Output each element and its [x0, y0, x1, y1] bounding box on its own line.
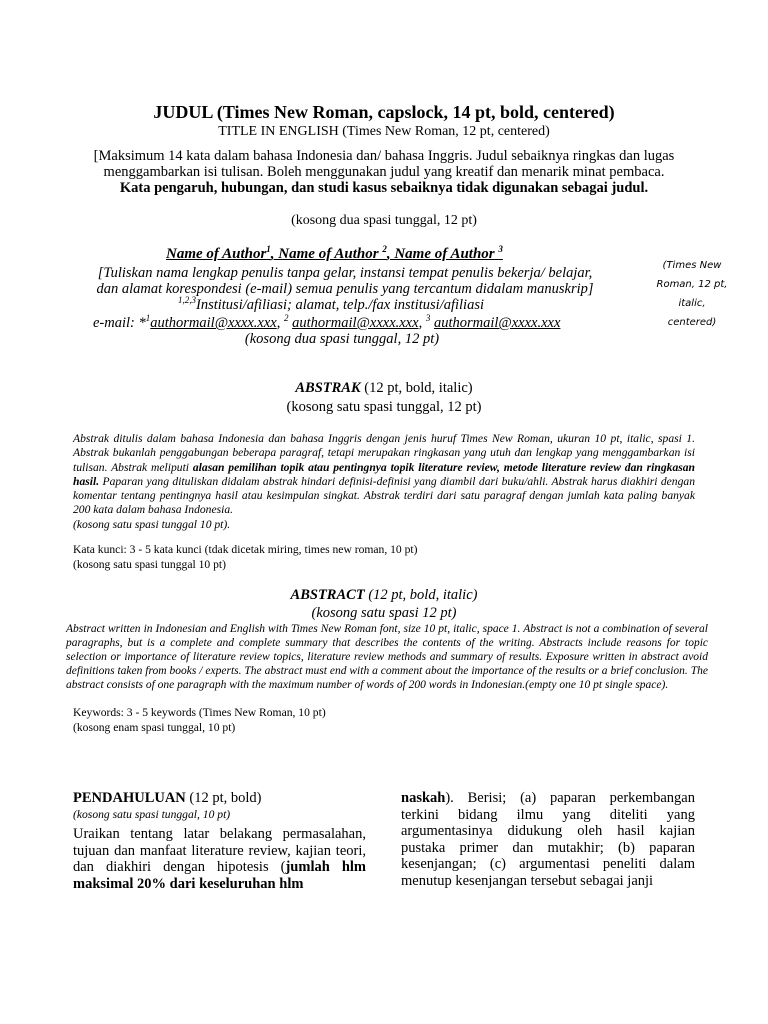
- title-note-line-3: Kata pengaruh, hubungan, dan studi kasus sebaiknya tidak digunakan sebagai judul.: [119, 180, 649, 196]
- author-1-sup: 1: [266, 244, 271, 254]
- paper-title: JUDUL (Times New Roman, capslock, 14 pt, bold, centered): [153, 102, 615, 122]
- institution-sup: 1,2,3: [178, 295, 196, 306]
- side-note-line-2: Roman, 12 pt,: [656, 279, 728, 290]
- side-note-line-1: (Times New: [662, 260, 722, 271]
- intro-right-text: ). Berisi; (a) paparan perkembangan terkini bidang ilmu yang diteliti yang argumentasinya didukung oleh hasil kajian pustaka primer dan mutakhir; (b) paparan kesenjangan; (c) argumentasi peneliti dalam menutup kesenjangan tersebut sebagai janji: [401, 790, 695, 889]
- side-note-line-3: italic,: [678, 298, 706, 309]
- email-3[interactable]: authormail@xxxx.xxx: [433, 315, 561, 331]
- email-2[interactable]: authormail@xxxx.xxx: [292, 315, 419, 331]
- author-spacing-note: (kosong dua spasi tunggal, 12 pt): [244, 331, 440, 347]
- email-star: *: [138, 315, 146, 331]
- intro-title-note: (12 pt, bold): [185, 790, 262, 806]
- author-2-sup: 2: [382, 244, 387, 254]
- side-note-line-4: centered): [667, 317, 717, 328]
- author-names: [166, 246, 503, 263]
- side-font-note: [650, 256, 734, 332]
- abstract-keywords-spacing: (kosong enam spasi tunggal, 10 pt): [73, 721, 236, 734]
- abstrak-keywords: Kata kunci: 3 - 5 kata kunci (tdak dicetak miring, times new roman, 10 pt): [73, 543, 418, 556]
- author-instruction-line-2: dan alamat korespondesi (e-mail) semua penulis yang tercantum didalam manuskrip]: [96, 281, 594, 297]
- abstract-title: ABSTRACT: [290, 587, 365, 603]
- email-1[interactable]: authormail@xxxx.xxx: [150, 315, 277, 331]
- english-title: TITLE IN ENGLISH (Times New Roman, 12 pt, centered): [218, 124, 550, 139]
- email-label: e-mail:: [93, 315, 139, 331]
- abstrak-text-a: Abstrak ditulis dalam bahasa Indonesia dan bahasa Inggris dengan jenis huruf Times New Roman, ukuran 10 pt, italic, spasi 1. Abstrak bukanlah penggabungan beberapa paragraf, tetapi merupakan ringkasan yang utuh dan lengkap yang menggambarkan isi tulisan. Abstrak meliputi: [73, 432, 695, 474]
- intro-spacing-note: (kosong satu spasi tunggal, 10 pt): [73, 808, 231, 821]
- intro-left-paragraph: [73, 826, 366, 892]
- abstrak-title: ABSTRAK: [295, 380, 361, 396]
- title-note-line-1: [Maksimum 14 kata dalam bahasa Indonesia dan/ bahasa Inggris. Judul sebaiknya ringkas dan lugas: [93, 148, 675, 164]
- author-3-name: , Name of Author: [386, 246, 495, 262]
- email-line: [93, 315, 560, 332]
- title-spacing-note: (kosong dua spasi tunggal, 12 pt): [291, 213, 477, 228]
- abstrak-text-b: Paparan yang dituliskan didalam abstrak hindari definisi-definisi yang diambil dari buku/ahli. Abstrak harus diakhiri dengan komentar tentang pentingnya hasil atau kesimpulan singkat. Abstrak terdiri dari satu paragraf dengan jumlah kata paling banyak 200 kata dalam bahasa Indonesia.: [73, 474, 695, 517]
- abstract-heading: [0, 587, 768, 604]
- abstract-title-note: (12 pt, bold, italic): [364, 587, 478, 603]
- author-1-name: Name of Author: [166, 246, 267, 262]
- email-sep-1: ,: [276, 315, 284, 331]
- abstrak-paragraph: [73, 432, 695, 532]
- intro-left-text: Uraikan tentang latar belakang permasalahan, tujuan dan manfaat literature review, kajian teori, dan diakhiri dengan hipotesis (: [73, 826, 366, 875]
- author-3-sup: 3: [498, 244, 503, 254]
- institution-line: [178, 297, 484, 314]
- abstract-paragraph: Abstract written in Indonesian and English with Times New Roman font, size 10 pt, italic, space 1. Abstract is not a combination of several paragraphs, but is a complete and complete summary that describes the contents of the writing. Abstracts include reasons for topic selection or importance of literature review topics, literature review methods and summary of results. Exposure written in abstract avoid definitions taken from books / experts. The abstract must end with a comment about the importance of the results or a brief conclusion. The abstract consists of one paragraph with the maximum number of words of 200 words in Indonesian.(empty one 10 pt single space).: [66, 623, 708, 691]
- abstrak-title-note: (12 pt, bold, italic): [360, 380, 473, 396]
- email-sup-3: 3: [425, 313, 431, 324]
- author-2-name: , Name of Author: [270, 246, 379, 262]
- institution-text: Institusi/afiliasi; alamat, telp./fax institusi/afiliasi: [196, 297, 485, 313]
- email-sup-2: 2: [283, 313, 289, 324]
- abstract-keywords: Keywords: 3 - 5 keywords (Times New Roman, 10 pt): [73, 706, 326, 719]
- intro-heading: [73, 790, 262, 807]
- email-sup-1: 1: [145, 313, 151, 324]
- abstrak-text-end: (kosong satu spasi tunggal 10 pt).: [73, 517, 231, 531]
- abstrak-spacing-note: (kosong satu spasi tunggal, 12 pt): [286, 399, 482, 415]
- abstrak-text-bold: alasan pemilihan topik atau pentingnya topik literature review, metode literature review dan ringkasan hasil.: [73, 460, 695, 488]
- title-note-line-2: menggambarkan isi tulisan. Boleh menggunakan judul yang kreatif dan menarik minat pembaca.: [103, 164, 665, 180]
- abstract-spacing-note: (kosong satu spasi 12 pt): [311, 605, 457, 621]
- email-sep-2: ,: [418, 315, 426, 331]
- abstrak-heading: [0, 380, 768, 397]
- intro-right-bold: naskah: [401, 790, 446, 806]
- intro-right-paragraph: [401, 790, 695, 889]
- intro-left-bold: jumlah hlm maksimal 20% dari keseluruhan hlm: [73, 859, 366, 892]
- intro-title: PENDAHULUAN: [73, 790, 186, 806]
- author-instruction-line-1: [Tuliskan nama lengkap penulis tanpa gelar, instansi tempat penulis bekerja/ belajar,: [97, 265, 593, 281]
- abstrak-keywords-spacing: (kosong satu spasi tunggal 10 pt): [73, 558, 226, 571]
